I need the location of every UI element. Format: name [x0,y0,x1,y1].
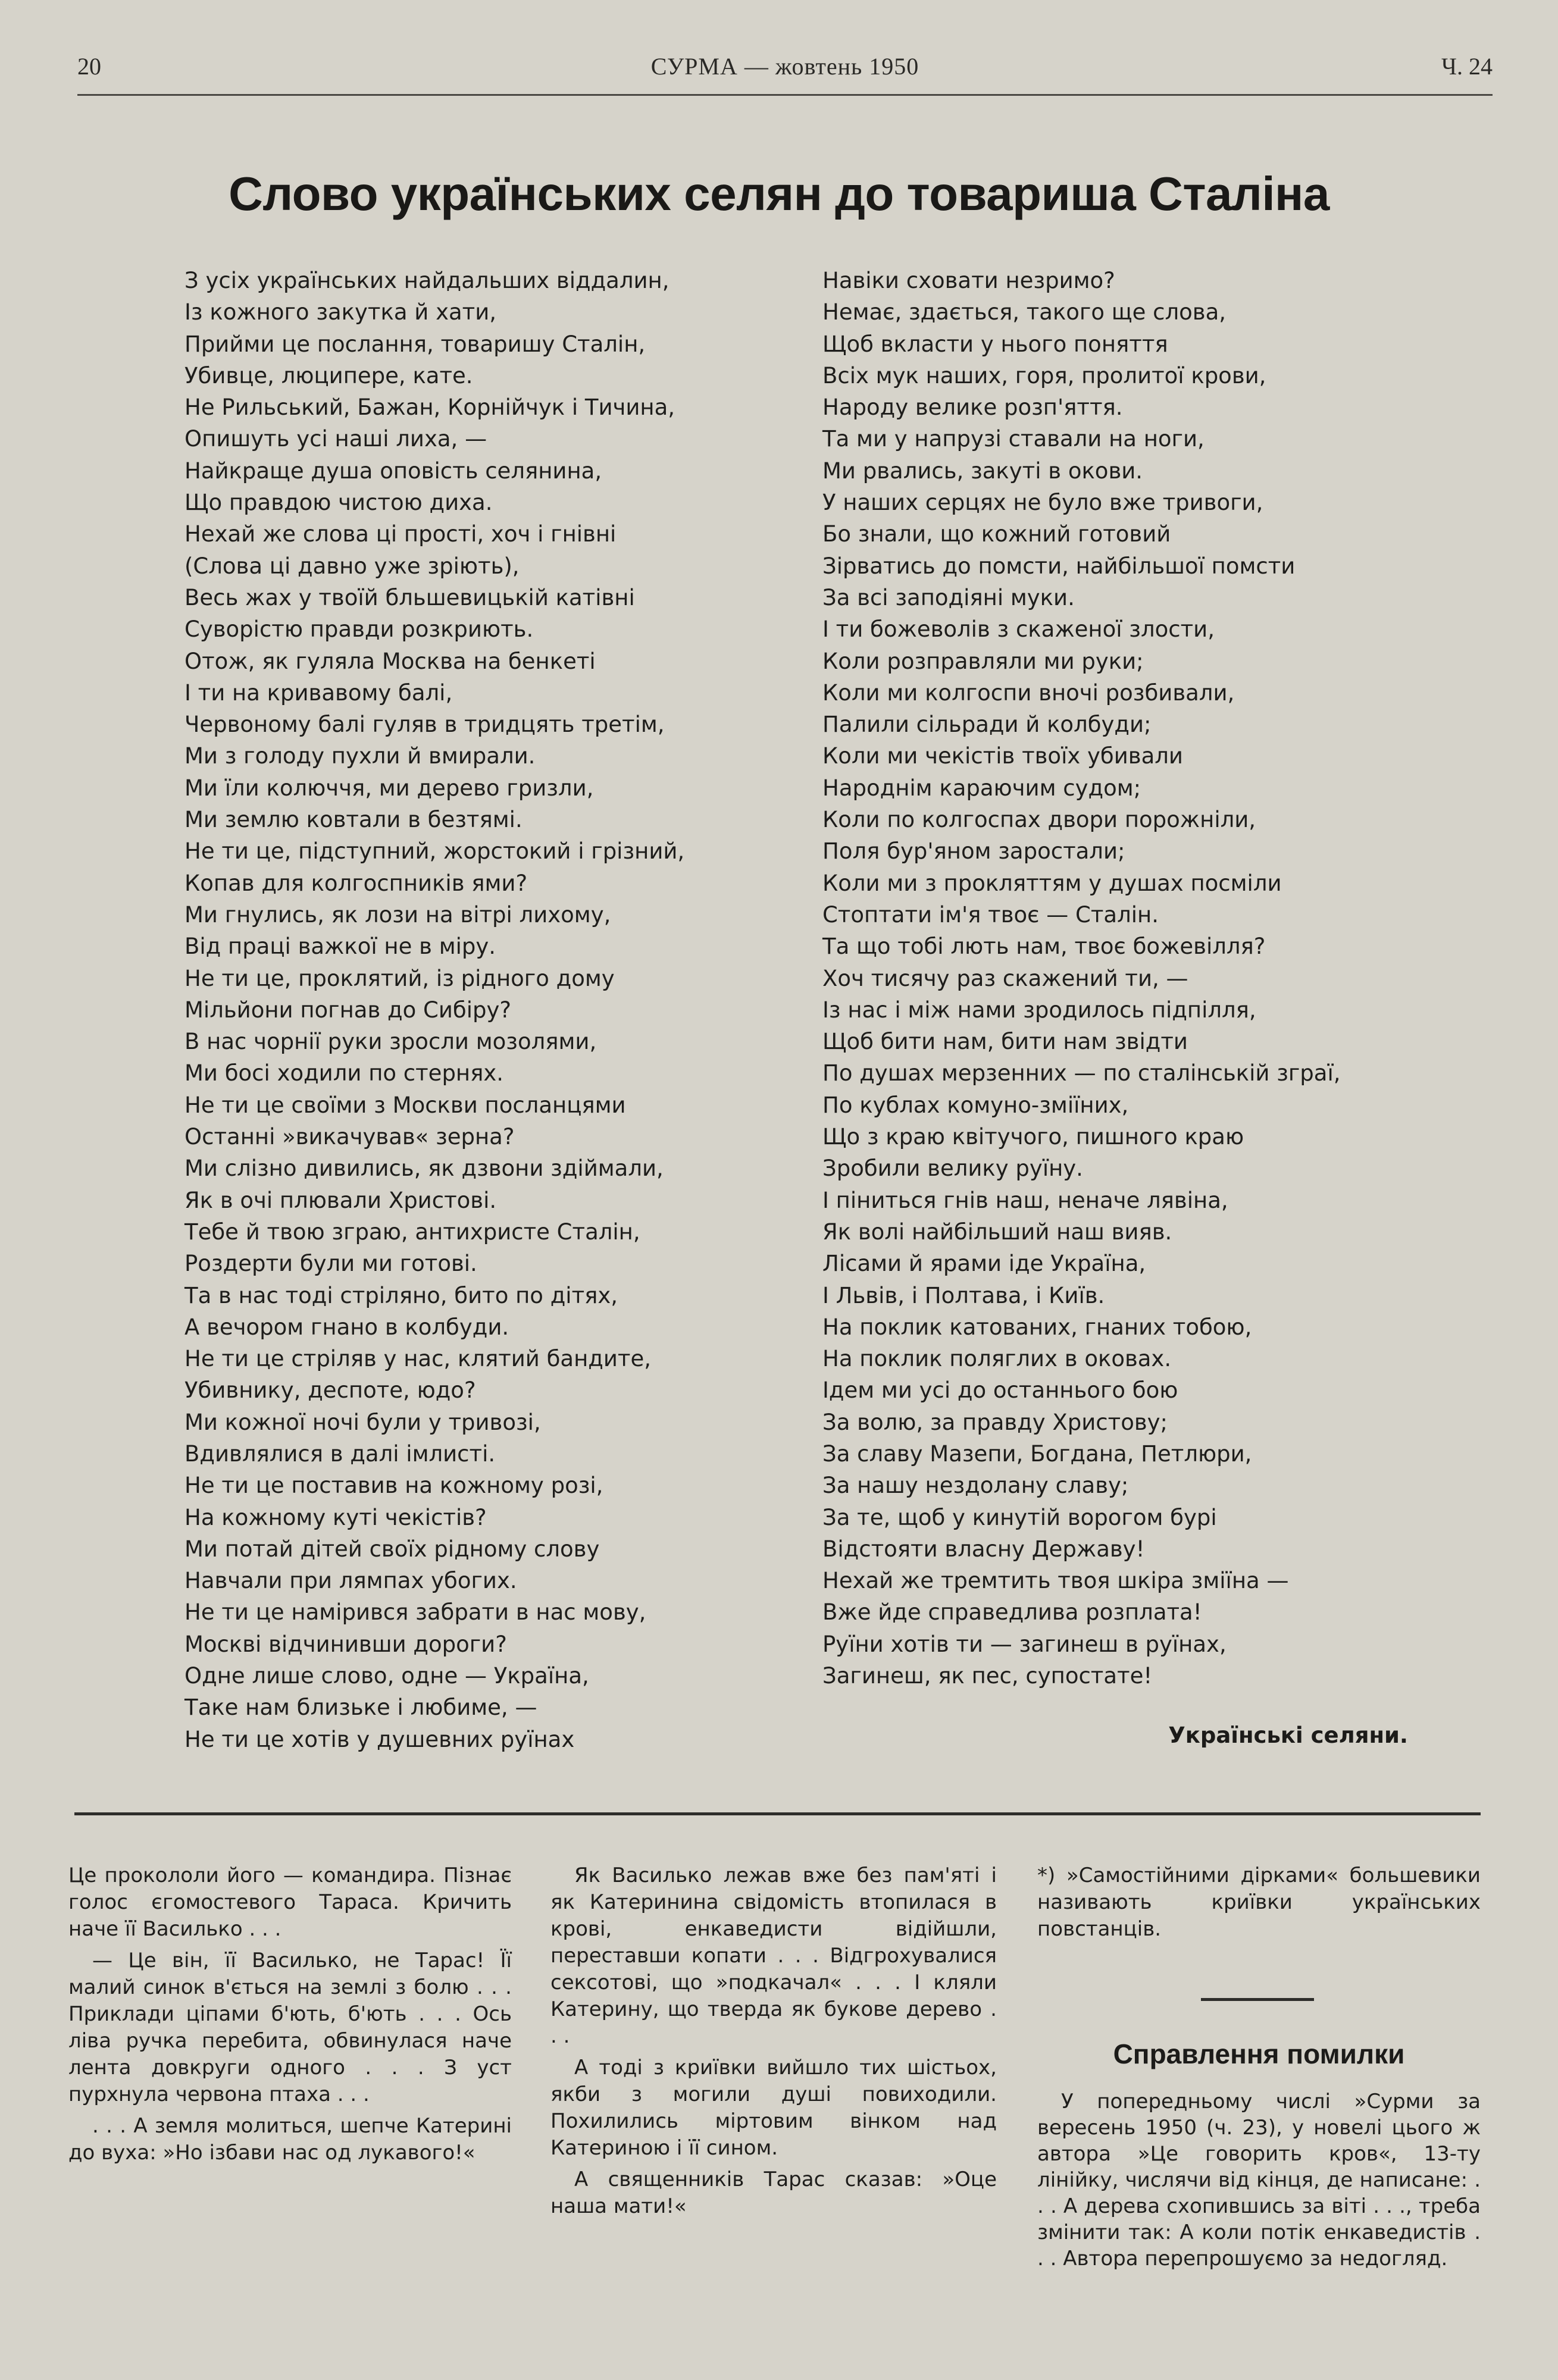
poem-line: А вечором гнано в колбуди. [184,1314,509,1340]
poem-line: Одне лише слово, одне — Україна, [184,1663,589,1689]
poem-line: Ми гнулись, як лози на вітрі лихому, [184,901,611,928]
poem-line: Не ти це своїми з Москви посланцями [184,1092,626,1118]
poem-line: Та що тобі лють нам, твоє божевілля? [822,934,1266,960]
poem-line: Стоптати ім'я твоє — Сталін. [822,901,1159,928]
poem-line: Зірватись до помсти, найбільшої помсти [822,553,1296,579]
poem-line: Не ти це поставив на кожному розі, [184,1473,603,1499]
poem-line: Ми кожної ночі були у тривозі, [184,1409,541,1435]
poem-line: Роздерти були ми готові. [184,1251,477,1277]
poem-line: На поклик катованих, гнаних тобою, [822,1314,1252,1340]
poem-line: Убивнику, деспоте, юдо? [184,1377,476,1404]
poem-line: Всіх мук наших, горя, пролитої крови, [822,362,1266,389]
article-title: Слово українських селян до товариша Сталіна [229,167,1329,220]
poem-line: Не ти це хотів у душевних руїнах [184,1726,575,1752]
poem-line: І піниться гнів наш, неначе лявіна, [822,1187,1228,1213]
poem-line: Лісами й ярами іде Україна, [822,1251,1146,1277]
poem-line: Не ти це стріляв у нас, клятий бандите, [184,1346,651,1372]
poem-left-column [184,265,768,1755]
poem-line: Як в очі плювали Христові. [184,1187,497,1213]
poem-line: Ми їли колюччя, ми дерево гризли, [184,775,594,801]
errata-text: У попередньому числі »Сурми за вересень 1950 (ч. 23), у новелі цього ж автора »Це говорить кров«, 13-ту лінійку, числячи від кінця, де написане: . . . А дерева схопившись за віті . . ., треба змінити так: А коли потік енкаведистів . . . Автора перепрошуємо за недогляд. [1037,2090,1481,2271]
poem-line: Палили сільради й колбуди; [822,712,1152,738]
poem-line: Ми босі ходили по стернях. [184,1060,504,1086]
poem-line: І Львів, і Полтава, і Київ. [822,1282,1105,1308]
poem-line: Не Рильський, Бажан, Корнійчук і Тичина, [184,394,675,421]
poem-line: Ми потай дітей своїх рідному слову [184,1536,600,1562]
story-column-2 [550,1862,997,2225]
paragraph: — Це він, її Василько, не Тарас! Її малий синок в'ється на землі з болю . . . Приклади ціпами б'ють, б'ють . . . Ось ліва ручка перебита, обвинулася наче лента довкруги одного . . . З уст пурхнула червона птаха . . . [68,1949,512,2106]
poem-line: Народу велике розп'яття. [822,394,1123,421]
poem-signature: Українські селяни. [1168,1723,1408,1748]
poem-line: Суворістю правди розкриють. [184,616,534,643]
poem-line: В нас чорнії руки зросли мозолями, [184,1029,597,1055]
poem-line: Зробили велику руїну. [822,1155,1083,1182]
poem-line: Ми рвались, закуті в окови. [822,458,1143,484]
poem-line: Прийми це послання, товаришу Сталін, [184,331,646,357]
paragraph: А тоді з криївки вийшло тих шістьох, якби з могили душі повиходили. Похилились міртовим вінком над Катериною і її сином. [550,2056,997,2160]
poem-line: Навчали при лямпах убогих. [184,1568,517,1594]
poem-line: Та ми у напрузі ставали на ноги, [822,426,1205,452]
poem-line: Не ти це, підступний, жорстокий і грізний, [184,838,685,865]
paragraph: . . . А земля молиться, шепче Катерині до вуха: »Но ізбави нас од лукавого!« [68,2114,512,2165]
poem-line: Щоб бити нам, бити нам звідти [822,1029,1188,1055]
errata-column [1037,2088,1481,2276]
poem-line: Коли ми колгоспи вночі розбивали, [822,679,1235,706]
poem-line: Коли по колгоспах двори порожніли, [822,807,1256,833]
poem-line: Та в нас тоді стріляно, бито по дітях, [184,1282,618,1308]
poem-line: Вже йде справедлива розплата! [822,1599,1202,1626]
poem-line: Руїни хотів ти — загинеш в руїнах, [822,1631,1227,1657]
header-rule [77,94,1493,96]
short-rule [1201,1998,1314,2001]
poem-line: Не ти це, проклятий, із рідного дому [184,965,615,991]
poem-line: Хоч тисячу раз скажений ти, — [822,965,1188,991]
poem-right-column [822,265,1418,1692]
poem-line: Ми слізно дивились, як дзвони здіймали, [184,1155,664,1182]
poem-line: Весь жах у твоїй бльшевицькій катівні [184,584,635,610]
poem-line: Що з краю квітучого, пишного краю [822,1124,1244,1150]
poem-line: По кублах комуно-зміїних, [822,1092,1129,1118]
poem-line: Від праці важкої не в міру. [184,934,496,960]
poem-line: Що правдою чистою диха. [184,490,493,516]
poem-line: Бо знали, що кожний готовий [822,521,1171,547]
poem-line: Відстояти власну Державу! [822,1536,1145,1562]
poem-line: Нехай же тремтить твоя шкіра зміїна — [822,1568,1289,1594]
poem-line: Отож, як гуляла Москва на бенкеті [184,648,596,674]
section-rule [74,1812,1481,1815]
poem-line: Ми землю ковтали в безтямі. [184,807,523,833]
paragraph: А священників Тарас сказав: »Оце наша мати!« [550,2168,997,2218]
poem-line: За славу Мазепи, Богдана, Петлюри, [822,1440,1252,1467]
running-header [77,52,1493,88]
paragraph: Це прокололи його — командира. Пізнає голос єгомостевого Тараса. Кричить наче її Василько . . . [68,1864,512,1941]
poem-line: За те, щоб у кинутій ворогом бурі [822,1504,1217,1530]
poem-line: Таке нам близьке і любиме, — [184,1695,537,1721]
story-column-3 [1037,1862,1481,1947]
poem-line: Останні »викачував« зерна? [184,1124,515,1150]
poem-line: Поля бур'яном заростали; [822,838,1125,865]
poem-line: Убивце, люципере, кате. [184,362,473,389]
story-column-1 [68,1862,512,2171]
paragraph: Як Василько лежав вже без пам'яті і як Катеринина свідомість втопилася в крові, енкаведисти відійшли, переставши копати . . . Відгрохувалися сексотові, що »подкачал« . . . І кляли Катерину, що тверда як букове дерево . . . [550,1864,997,2048]
poem-line: Не ти це намірився забрати в нас мову, [184,1599,646,1626]
poem-line: Народнім караючим судом; [822,775,1141,801]
poem-line: Ідем ми усі до останнього бою [822,1377,1178,1404]
poem-line: З усіх українських найдальших віддалин, [184,268,669,293]
poem-line: Тебе й твою зграю, антихристе Сталін, [184,1219,640,1245]
issue-number: Ч. 24 [1441,53,1493,80]
running-title: СУРМА — жовтень 1950 [650,53,919,80]
poem-line: І ти божеволів з скаженої злости, [822,616,1215,643]
poem-line: Ми з голоду пухли й вмирали. [184,743,536,769]
poem-line: У наших серцях не було вже тривоги, [822,490,1263,516]
poem-line: За всі заподіяні муки. [822,584,1075,610]
poem-line: Копав для колгоспників ями? [184,870,528,896]
poem-line: Мільйони погнав до Сибіру? [184,997,512,1023]
poem-line: (Слова ці давно уже зріють), [184,553,520,579]
poem-line: Найкраще душа оповість селянина, [184,458,602,484]
poem-line: За нашу нездолану славу; [822,1473,1129,1499]
poem-line: Загинеш, як пес, супостате! [822,1663,1153,1689]
footnote: *) »Самостійними дірками« большевики називають криївки українських повстанців. [1037,1864,1481,1941]
poem-line: На поклик поляглих в оковах. [822,1346,1172,1372]
poem-line: Немає, здається, такого ще слова, [822,299,1227,325]
poem-line: На кожному куті чекістів? [184,1504,487,1530]
errata-heading: Справлення помилки [1113,2038,1405,2069]
poem-line: Як волі найбільший наш вияв. [822,1219,1172,1245]
poem-line: Опишуть усі наші лиха, — [184,426,487,452]
poem-line: Нехай же слова ці прості, хоч і гнівні [184,521,617,547]
poem-line: По душах мерзенних — по сталінській зграї, [822,1060,1341,1086]
page-number: 20 [77,53,101,80]
poem-line: Із кожного закутка й хати, [184,299,496,325]
poem-line: І ти на кривавому балі, [184,679,453,706]
poem-line: Коли ми чекістів твоїх убивали [822,743,1183,769]
poem-line: Щоб вкласти у нього поняття [822,331,1168,357]
poem-line: Коли ми з прокляттям у душах посміли [822,870,1282,896]
poem-line: Червоному балі гуляв в тридцять третім, [184,712,665,738]
poem-line: Із нас і між нами зродилось підпілля, [822,997,1256,1023]
poem-line: Навіки сховати незримо? [822,268,1115,293]
poem-line: Москві відчинивши дороги? [184,1631,507,1657]
poem-line: Вдивлялися в далі імлисті. [184,1440,496,1467]
poem-line: Коли розправляли ми руки; [822,648,1144,674]
poem-line: За волю, за правду Христову; [822,1409,1168,1435]
